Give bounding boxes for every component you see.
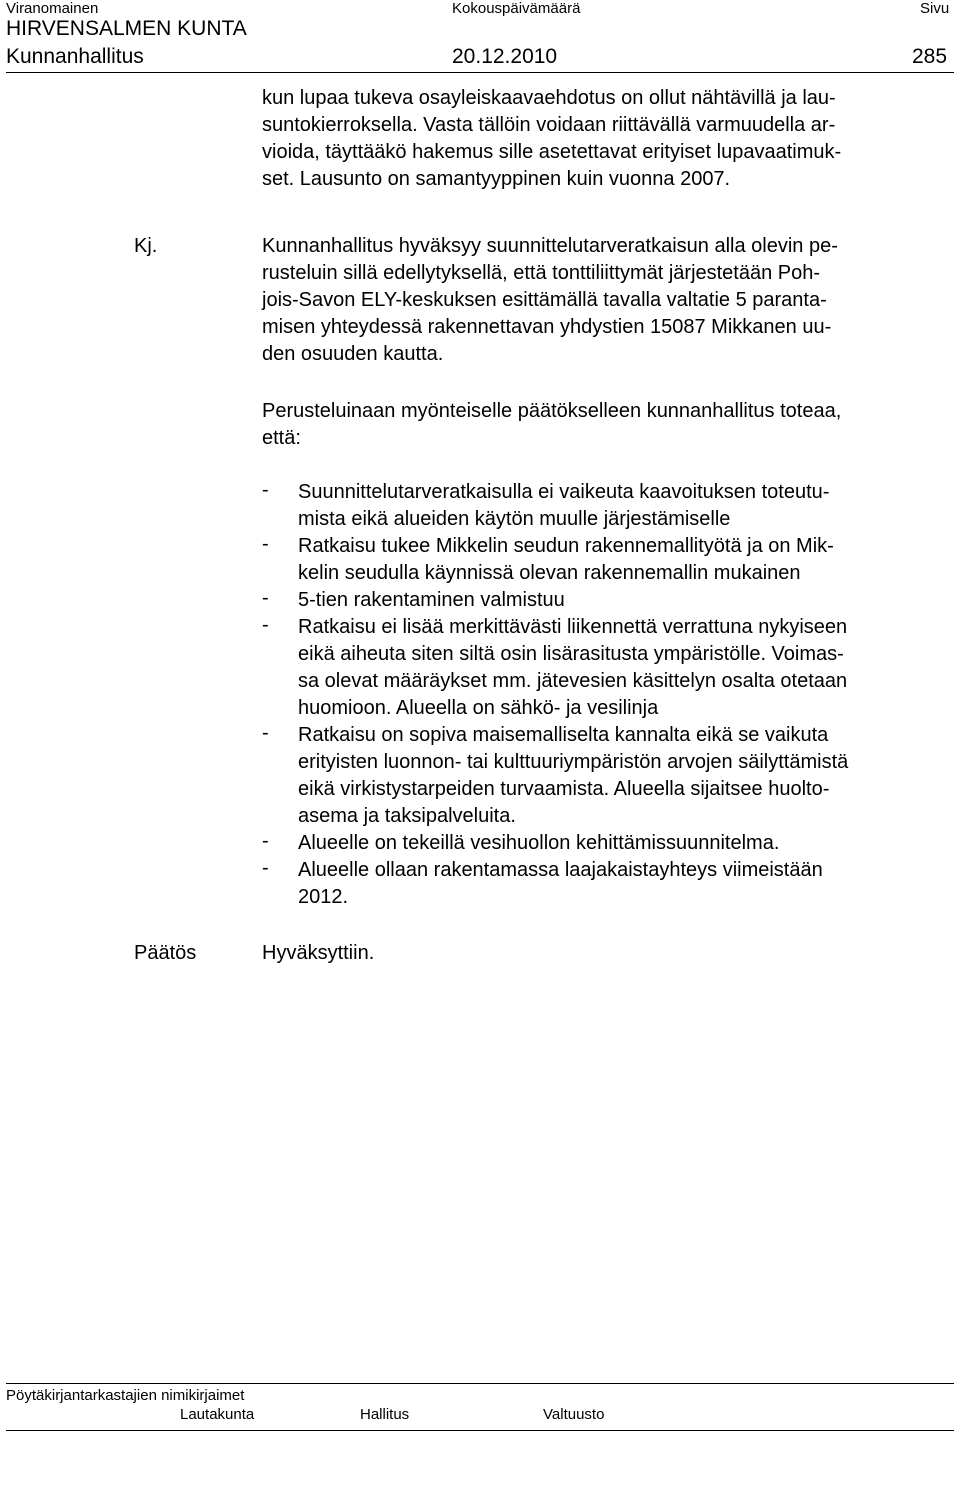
- text-line: misen yhteydessä rakennettavan yhdystien 15087 Mikkanen uu-: [262, 316, 832, 338]
- footer-divider-bottom: [6, 1430, 954, 1431]
- list-dash: -: [262, 614, 269, 636]
- text-line: rusteluin sillä edellytyksellä, että tonttiliittymät järjestetään Poh-: [262, 262, 821, 284]
- list-item-line: kelin seudulla käynnissä olevan rakennemallin mukainen: [298, 562, 801, 584]
- footer-divider-top: [6, 1383, 954, 1384]
- text-line: set. Lausunto on samantyyppinen kuin vuonna 2007.: [262, 168, 731, 190]
- signatures-label: Pöytäkirjantarkastajien nimikirjaimet: [6, 1387, 245, 1404]
- footer-col-lautakunta: Lautakunta: [180, 1406, 255, 1423]
- text-line: kun lupaa tukeva osayleiskaavaehdotus on ollut nähtävillä ja lau-: [262, 87, 836, 109]
- text-line: vioida, täyttääkö hakemus sille asetettavat erityiset lupavaatimuk-: [262, 141, 842, 163]
- authority-label: Viranomainen: [6, 0, 99, 17]
- list-item-line: mista eikä alueiden käytön muulle järjestämiselle: [298, 508, 731, 530]
- municipality-name: HIRVENSALMEN KUNTA: [6, 17, 247, 40]
- meeting-date-label: Kokouspäivämäärä: [452, 0, 581, 17]
- list-dash: -: [262, 533, 269, 555]
- meeting-date: 20.12.2010: [452, 45, 558, 68]
- list-item-line: erityisten luonnon- tai kulttuuriympäristön arvojen säilyttämistä: [298, 751, 849, 773]
- text-line: Perusteluinaan myönteiselle päätökselleen kunnanhallitus toteaa,: [262, 400, 842, 422]
- footer-col-valtuusto: Valtuusto: [543, 1406, 605, 1423]
- page-number: 285: [912, 45, 948, 68]
- text-line: suntokierroksella. Vasta tällöin voidaan riittävällä varmuudella ar-: [262, 114, 836, 136]
- list-item-line: 5-tien rakentaminen valmistuu: [298, 589, 565, 611]
- list-dash: -: [262, 830, 269, 852]
- text-line: jois-Savon ELY-keskuksen esittämällä tavalla valtatie 5 paranta-: [262, 289, 827, 311]
- list-item-line: huomioon. Alueella on sähkö- ja vesilinja: [298, 697, 659, 719]
- text-line: että:: [262, 427, 301, 449]
- list-item-line: asema ja taksipalveluita.: [298, 805, 516, 827]
- list-item-line: Ratkaisu on sopiva maisemalliselta kannalta eikä se vaikuta: [298, 724, 829, 746]
- decision-text: Hyväksyttiin.: [262, 942, 375, 964]
- text-line: den osuuden kautta.: [262, 343, 444, 365]
- list-item-line: Ratkaisu ei lisää merkittävästi liikennettä verrattuna nykyiseen: [298, 616, 848, 638]
- list-item-line: Alueelle ollaan rakentamassa laajakaistayhteys viimeistään: [298, 859, 823, 881]
- list-item-line: eikä virkistystarpeiden turvaamista. Alueella sijaitsee huolto-: [298, 778, 830, 800]
- footer-col-hallitus: Hallitus: [360, 1406, 410, 1423]
- list-item-line: Suunnittelutarveratkaisulla ei vaikeuta kaavoituksen toteutu-: [298, 481, 830, 503]
- board-name: Kunnanhallitus: [6, 45, 144, 68]
- list-item-line: Alueelle on tekeillä vesihuollon kehittämissuunnitelma.: [298, 832, 780, 854]
- decision-label: Päätös: [134, 942, 197, 964]
- list-dash: -: [262, 857, 269, 879]
- page-label: Sivu: [920, 0, 950, 17]
- list-item-line: Ratkaisu tukee Mikkelin seudun rakennemallityötä ja on Mik-: [298, 535, 834, 557]
- text-line: Kunnanhallitus hyväksyy suunnittelutarveratkaisun alla olevin pe-: [262, 235, 838, 257]
- list-item-line: sa olevat määräykset mm. jätevesien käsittelyn osalta otetaan: [298, 670, 848, 692]
- list-dash: -: [262, 479, 269, 501]
- proposal-label: Kj.: [134, 235, 158, 257]
- list-dash: -: [262, 587, 269, 609]
- list-item-line: eikä aiheuta siten siltä osin lisärasitusta ympäristölle. Voimas-: [298, 643, 844, 665]
- list-dash: -: [262, 722, 269, 744]
- header-divider: [6, 72, 954, 73]
- list-item-line: 2012.: [298, 886, 349, 908]
